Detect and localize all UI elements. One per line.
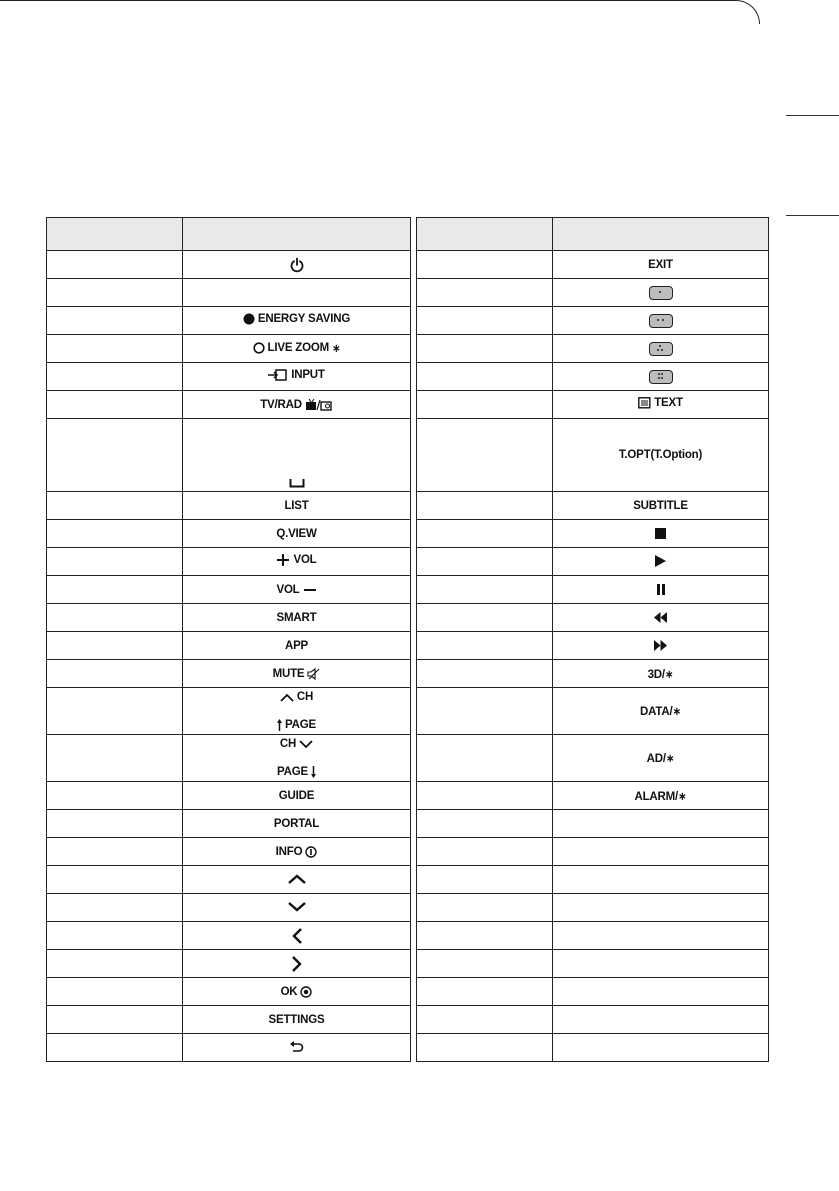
circle-outline-icon xyxy=(253,342,265,354)
page-up-label: PAGE xyxy=(285,719,316,731)
table-row xyxy=(47,838,769,866)
arrow-right-icon xyxy=(291,955,303,973)
table-row xyxy=(47,335,769,363)
minus-icon xyxy=(303,587,317,593)
table-row xyxy=(47,604,769,632)
page-down-arrow-icon xyxy=(311,766,316,778)
table-row xyxy=(47,950,769,978)
info-label: INFO xyxy=(275,845,303,858)
table-row xyxy=(47,660,769,688)
input-label: INPUT xyxy=(291,369,325,381)
table-row xyxy=(47,894,769,922)
ch-up-label: CH xyxy=(296,691,314,703)
table-row xyxy=(47,492,769,520)
header-cell xyxy=(47,218,183,251)
vol-up-label: VOL xyxy=(293,554,317,566)
pause-icon xyxy=(657,584,665,595)
table-row xyxy=(47,922,769,950)
table-row xyxy=(47,548,769,576)
green-dot-button-icon xyxy=(649,314,673,328)
table-row xyxy=(47,363,769,391)
page-up-arrow-icon xyxy=(277,719,282,731)
3d-cell: 3D/∗ xyxy=(553,660,769,688)
app-cell: APP xyxy=(183,632,411,660)
info-icon xyxy=(305,846,317,858)
page-cut-line xyxy=(0,0,760,24)
table-row xyxy=(47,391,769,419)
data-cell: DATA/∗ xyxy=(553,688,769,735)
side-tab-line-bottom xyxy=(786,215,839,216)
arrow-down-icon xyxy=(287,901,307,913)
red-dot-button-icon xyxy=(649,286,673,300)
subtitle-cell: SUBTITLE xyxy=(553,492,769,520)
table-row xyxy=(47,810,769,838)
header-cell xyxy=(183,218,411,251)
chevron-down-icon xyxy=(299,740,313,749)
chevron-up-icon xyxy=(280,693,294,702)
vol-down-label: VOL xyxy=(276,583,300,596)
guide-cell: GUIDE xyxy=(183,782,411,810)
table-row xyxy=(47,866,769,894)
page-down-label: PAGE xyxy=(277,766,308,778)
ad-cell: AD/∗ xyxy=(553,735,769,782)
tv-rad-label: TV/RAD xyxy=(260,398,302,411)
table-row xyxy=(47,419,769,492)
energy-saving-label: ENERGY SAVING xyxy=(257,313,351,325)
header-cell xyxy=(553,218,769,251)
power-icon xyxy=(289,257,305,273)
table-row xyxy=(47,632,769,660)
tv-radio-icon xyxy=(305,399,333,411)
settings-cell: SETTINGS xyxy=(183,1006,411,1034)
table-row xyxy=(47,251,769,279)
qview-cell: Q.VIEW xyxy=(183,520,411,548)
header-cell xyxy=(417,218,553,251)
list-cell: LIST xyxy=(183,492,411,520)
portal-cell: PORTAL xyxy=(183,810,411,838)
ch-down-label: CH xyxy=(279,738,297,750)
live-zoom-label: LIVE ZOOM xyxy=(267,341,329,354)
arrow-up-icon xyxy=(287,873,307,885)
alarm-cell: ALARM/∗ xyxy=(553,782,769,810)
ok-label: OK xyxy=(280,985,298,998)
table-header-row xyxy=(47,218,769,251)
table-row xyxy=(47,688,769,735)
text-label: TEXT xyxy=(654,397,683,409)
table-row xyxy=(47,1034,769,1062)
play-icon xyxy=(655,555,666,567)
input-icon xyxy=(268,369,288,381)
table-row xyxy=(47,279,769,307)
stop-icon xyxy=(655,528,666,539)
yellow-dot-button-icon xyxy=(649,342,673,356)
smart-cell: SMART xyxy=(183,604,411,632)
topt-cell: T.OPT(T.Option) xyxy=(553,419,769,492)
table-row xyxy=(47,1006,769,1034)
table-row xyxy=(47,307,769,335)
side-tab-line-top xyxy=(786,115,839,116)
table-row xyxy=(47,520,769,548)
table-row xyxy=(47,782,769,810)
remote-code-table xyxy=(46,217,769,1062)
fast-forward-icon xyxy=(654,640,667,651)
table-row xyxy=(47,735,769,782)
table-row xyxy=(47,576,769,604)
rewind-icon xyxy=(654,612,667,623)
back-arrow-icon xyxy=(290,1041,304,1053)
asterisk-mark: ∗ xyxy=(331,342,341,355)
speaker-mute-icon xyxy=(307,668,320,680)
table-row xyxy=(47,978,769,1006)
exit-cell: EXIT xyxy=(553,251,769,279)
ok-target-icon xyxy=(300,986,312,998)
mute-label: MUTE xyxy=(272,667,305,680)
text-icon xyxy=(638,397,651,409)
filled-circle-icon xyxy=(243,313,255,325)
blue-dot-button-icon xyxy=(649,370,673,384)
power-cell xyxy=(183,251,411,279)
plus-icon xyxy=(276,553,290,567)
arrow-left-icon xyxy=(291,927,303,945)
space-bar-icon xyxy=(289,478,305,488)
